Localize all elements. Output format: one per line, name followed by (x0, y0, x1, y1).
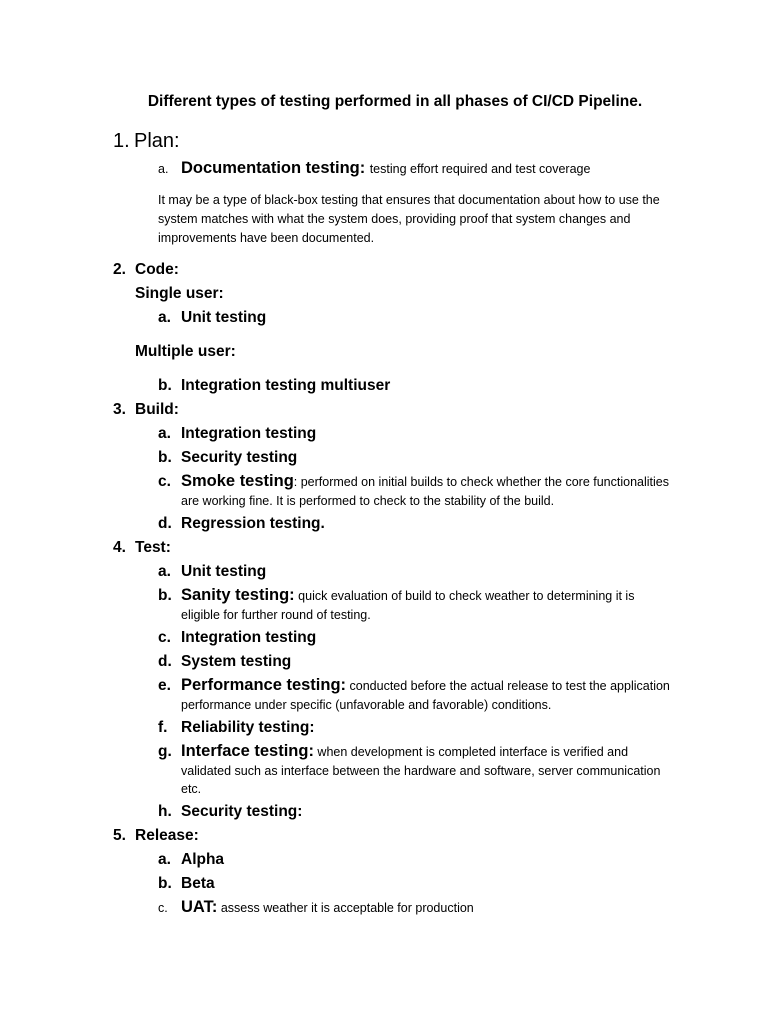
list-marker: a. (158, 162, 169, 176)
list-item-uat (181, 898, 474, 917)
list-item-smoke-testing (181, 472, 669, 491)
list-item-regression-testing (181, 515, 325, 533)
list-item-performance-testing (181, 676, 670, 695)
item-description: quick evaluation of build to check weather to determining it is (294, 589, 635, 603)
list-marker: h. (158, 803, 172, 820)
item-label: Integration testing (181, 629, 317, 646)
list-marker: a. (158, 309, 171, 326)
item-label: System testing (181, 653, 292, 670)
list-item-reliability-testing (181, 719, 315, 737)
list-item-security-testing (181, 803, 302, 821)
list-item-interface-testing (181, 742, 628, 761)
group-heading-single-user: Single user: (135, 285, 224, 302)
list-marker: c. (158, 901, 168, 915)
item-description-continued: etc. (181, 782, 202, 796)
list-marker: b. (158, 377, 172, 394)
item-label: Interface testing: (181, 742, 314, 760)
document-title: Different types of testing performed in all phases of CI/CD Pipeline. (147, 93, 643, 110)
list-marker: c. (158, 473, 171, 490)
item-label: Alpha (181, 851, 225, 868)
phase-number-test: 4. (113, 539, 126, 556)
list-item-sanity-testing (181, 586, 634, 605)
item-label: Performance testing: (181, 676, 347, 694)
item-label: Unit testing (181, 563, 267, 580)
item-label: Smoke testing (181, 472, 294, 490)
item-label: Reliability testing: (181, 719, 315, 736)
list-marker: b. (158, 449, 172, 466)
phase-number-code: 2. (113, 261, 126, 278)
group-heading-multiple-user: Multiple user: (135, 343, 236, 360)
item-description-continued: eligible for further round of testing. (181, 608, 371, 622)
phase-number-build: 3. (113, 401, 126, 418)
item-label: Security testing: (181, 803, 303, 820)
item-label: Sanity testing: (181, 586, 295, 604)
item-description: when development is completed interface is verified and (313, 745, 629, 759)
item-label: Security testing (181, 449, 298, 466)
item-description: : performed on initial builds to check whether the core functionalities (293, 475, 669, 489)
item-description: assess weather it is acceptable for production (217, 901, 474, 915)
list-marker: d. (158, 515, 172, 532)
item-description-continued: are working fine. It is performed to check to the stability of the build. (181, 494, 555, 508)
list-marker: a. (158, 851, 171, 868)
item-label: Regression testing. (181, 515, 325, 532)
list-item-integration-testing (181, 629, 316, 647)
item-description: testing effort required and test coverage (369, 162, 591, 176)
list-marker: a. (158, 425, 171, 442)
phase-title-plan: Plan: (134, 130, 180, 152)
list-item-alpha (181, 851, 224, 869)
item-label: UAT: (181, 898, 218, 916)
list-item-documentation-testing (181, 159, 590, 178)
item-description-continued: performance under specific (unfavorable and favorable) conditions. (181, 698, 552, 712)
phase-number-plan: 1. (113, 130, 130, 152)
phase-title-code: Code: (135, 261, 179, 278)
list-item-unit-testing (181, 563, 266, 581)
item-label: Integration testing multiuser (181, 377, 391, 394)
plan-paragraph: It may be a type of black-box testing that ensures that documentation about how to use the system matches with what the system does, providing proof that system changes and improvements have been documented. (158, 193, 660, 245)
item-label: Unit testing (181, 309, 267, 326)
phase-title-test: Test: (135, 539, 171, 556)
list-item-unit-testing (181, 309, 266, 327)
list-marker: b. (158, 587, 172, 604)
list-item-integration-testing-multiuser (181, 377, 390, 395)
list-marker: c. (158, 629, 171, 646)
phase-title-build: Build: (135, 401, 179, 418)
list-item-beta (181, 875, 215, 893)
item-label: Integration testing (181, 425, 317, 442)
list-item-integration-testing (181, 425, 316, 443)
list-item-security-testing (181, 449, 297, 467)
list-marker: d. (158, 653, 172, 670)
item-label: Documentation testing: (181, 159, 366, 177)
phase-number-release: 5. (113, 827, 126, 844)
list-item-system-testing (181, 653, 291, 671)
item-description-continued: validated such as interface between the hardware and software, server communication (181, 764, 661, 778)
item-label: Beta (181, 875, 215, 892)
item-description: conducted before the actual release to test the application (346, 679, 670, 693)
list-marker: f. (158, 719, 168, 736)
list-marker: b. (158, 875, 172, 892)
list-marker: g. (158, 743, 172, 760)
list-marker: a. (158, 563, 171, 580)
list-marker: e. (158, 677, 171, 694)
phase-title-release: Release: (135, 827, 199, 844)
